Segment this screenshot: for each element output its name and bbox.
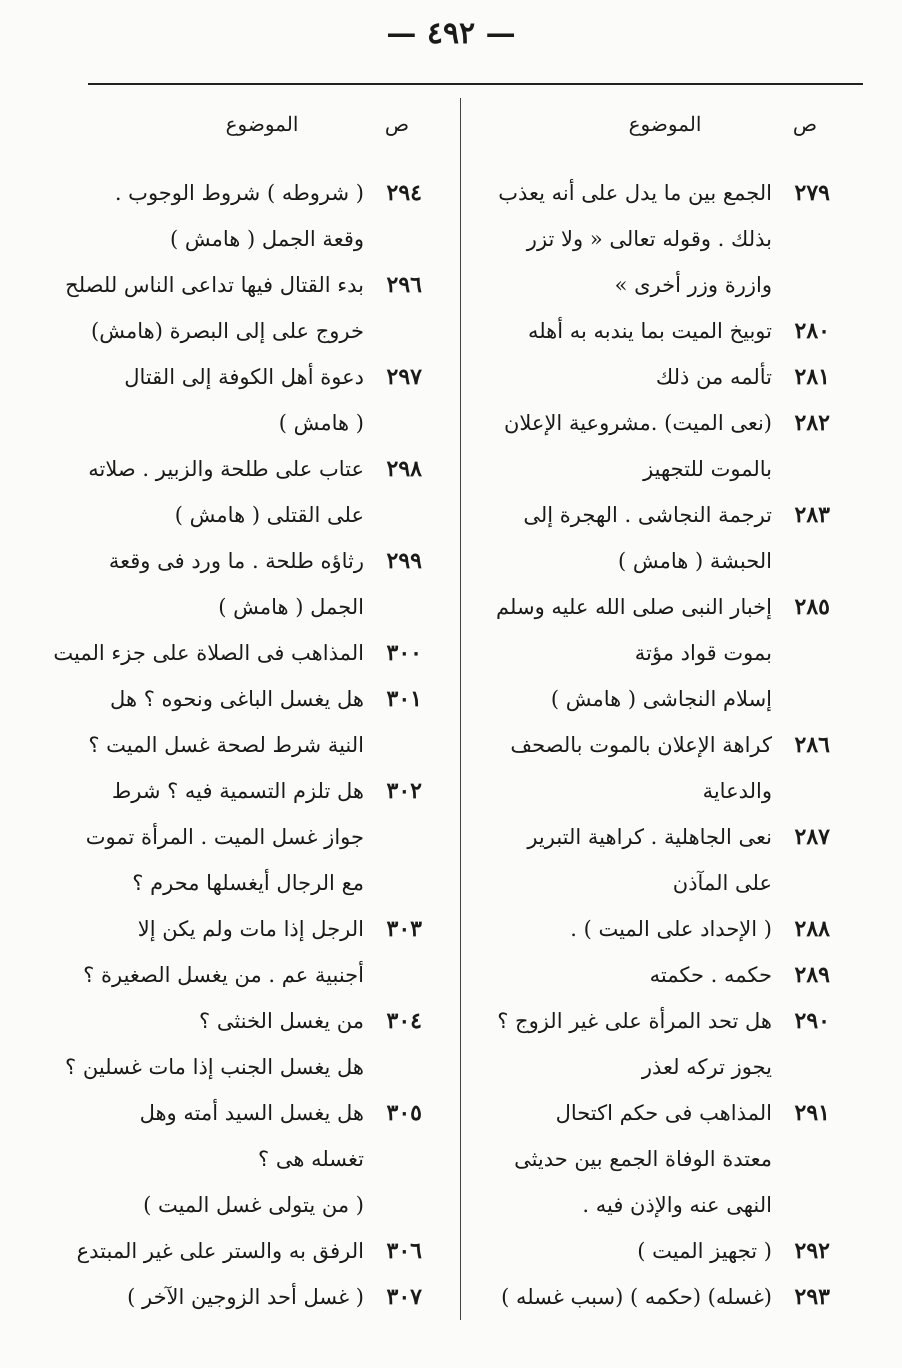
page-column-heading: ص	[384, 112, 410, 136]
entry-topic-line: الرفق به والستر على غير المبتدع	[76, 1239, 364, 1263]
entry-topic-line: الرجل إذا مات ولم يكن إلا	[137, 917, 364, 941]
index-entry	[76, 1228, 422, 1274]
entry-topic-line: والدعاية	[702, 779, 772, 803]
index-entry	[92, 538, 422, 630]
entry-topic-line: عتاب على طلحة والزبير . صلاته	[88, 457, 364, 481]
entry-topic-line: وقعة الجمل ( هامش )	[170, 227, 364, 251]
entry-page-number: ٣٠٢	[386, 778, 422, 804]
entry-topic-line: دعوة أهل الكوفة إلى القتال	[124, 365, 364, 389]
entry-topic	[490, 584, 772, 722]
index-entry	[490, 400, 830, 492]
entry-topic	[92, 1090, 364, 1228]
entry-topic	[490, 952, 772, 998]
entry-topic	[490, 308, 772, 354]
entry-topic	[77, 1228, 364, 1274]
entry-topic-line: المذاهب فى حكم اكتحال	[555, 1101, 772, 1125]
entry-page-number: ٣٠٣	[386, 916, 422, 942]
entry-page-number: ٢٩٦	[386, 272, 422, 298]
entry-page-number: ٣٠١	[386, 686, 422, 712]
left-column-header	[92, 112, 422, 170]
entry-topic-line: هل تلزم التسمية فيه ؟ شرط	[111, 779, 364, 803]
entry-topic	[490, 906, 772, 952]
entry-topic	[490, 998, 772, 1090]
entry-topic	[490, 1228, 772, 1274]
entry-topic-line: الحبشة ( هامش )	[617, 549, 772, 573]
entry-page-number: ٢٨٦	[794, 732, 830, 758]
entry-topic	[92, 1274, 364, 1320]
entry-topic-line: إخبار النبى صلى الله عليه وسلم	[496, 595, 772, 619]
page-number: — ٤٩٢ —	[386, 16, 516, 51]
index-entry	[92, 1090, 422, 1228]
entry-topic	[92, 538, 364, 630]
entry-topic-line: خروج على إلى البصرة (هامش)	[91, 319, 364, 343]
index-entry	[92, 1274, 422, 1320]
entry-topic-line: ( من يتولى غسل الميت )	[143, 1193, 364, 1217]
entry-topic	[490, 400, 772, 492]
entry-topic-line: الجمع بين ما يدل على أنه يعذب	[498, 181, 772, 205]
index-entry	[490, 308, 830, 354]
entry-topic-line: هل يغسل الباغى ونحوه ؟ هل	[110, 687, 364, 711]
right-entry-list	[490, 170, 830, 1320]
entry-topic-line: تألمه من ذلك	[655, 365, 772, 389]
entry-topic-line: بذلك . وقوله تعالى « ولا تزر	[526, 227, 772, 251]
entry-page-number: ٣٠٦	[386, 1238, 422, 1264]
entry-topic-line: إسلام النجاشى ( هامش )	[550, 687, 772, 711]
entry-topic-line: على القتلى ( هامش )	[174, 503, 364, 527]
index-entry	[490, 906, 830, 952]
entry-topic-line: حكمه . حكمته	[649, 963, 772, 987]
index-entry	[490, 354, 830, 400]
index-entry	[92, 170, 422, 262]
index-entry	[53, 630, 422, 676]
entry-page-number: ٢٩٢	[794, 1238, 830, 1264]
entry-topic-line: مع الرجال أيغسلها محرم ؟	[132, 871, 364, 895]
entry-topic-line: بدء القتال فيها تداعى الناس للصلح	[65, 273, 364, 297]
index-entry	[490, 492, 830, 584]
entry-page-number: ٢٨٩	[794, 962, 830, 988]
entry-topic-line: النية شرط لصحة غسل الميت ؟	[88, 733, 364, 757]
entry-topic-line: أجنبية عم . من يغسل الصغيرة ؟	[83, 963, 364, 987]
index-entry	[490, 1274, 830, 1320]
entry-page-number: ٢٩٩	[386, 548, 422, 574]
entry-page-number: ٢٩١	[794, 1100, 830, 1126]
entry-topic	[92, 170, 364, 262]
entry-topic-line: على المآذن	[672, 871, 772, 895]
index-entry	[65, 998, 422, 1090]
index-entry	[490, 170, 830, 308]
entry-topic	[83, 906, 364, 998]
entry-page-number: ٣٠٠	[386, 640, 422, 666]
entry-topic-line: ( شروطه ) شروط الوجوب .	[114, 181, 364, 205]
entry-topic-line: هل تحد المرأة على غير الزوج ؟	[497, 1009, 772, 1033]
index-entry	[83, 906, 422, 998]
entry-topic	[92, 354, 364, 446]
entry-page-number: ٢٩٣	[794, 1284, 830, 1310]
column-divider	[460, 98, 461, 1320]
entry-topic-line: رثاؤه طلحة . ما ورد فى وقعة	[108, 549, 364, 573]
entry-topic-line: ( الإحداد على الميت ) .	[570, 917, 772, 941]
entry-page-number: ٢٨١	[794, 364, 830, 390]
entry-page-number: ٣٠٤	[386, 1008, 422, 1034]
right-column-header	[490, 112, 830, 170]
entry-page-number: ٢٨٧	[794, 824, 830, 850]
entry-topic	[490, 814, 772, 906]
entry-topic-line: من يغسل الخنثى ؟	[199, 1009, 364, 1033]
entry-topic	[490, 354, 772, 400]
entry-topic-line: بموت قواد مؤتة	[634, 641, 772, 665]
index-entry	[490, 722, 830, 814]
left-entry-list	[53, 170, 422, 1320]
entry-page-number: ٣٠٧	[386, 1284, 422, 1310]
index-entry	[490, 1090, 830, 1228]
entry-topic-line: وازرة وزر أخرى »	[614, 273, 772, 297]
page-column-heading: ص	[792, 112, 818, 136]
entry-topic	[490, 1090, 772, 1228]
entry-topic-line: جواز غسل الميت . المرأة تموت	[85, 825, 364, 849]
entry-topic	[490, 1274, 772, 1320]
entry-topic-line: توبيخ الميت بما يندبه به أهله	[527, 319, 772, 343]
index-entry	[490, 952, 830, 998]
entry-topic	[490, 170, 772, 308]
entry-topic	[88, 446, 364, 538]
entry-page-number: ٢٨٣	[794, 502, 830, 528]
entry-topic-line: تغسله هى ؟	[258, 1147, 364, 1171]
entry-topic-line: ترجمة النجاشى . الهجرة إلى	[523, 503, 772, 527]
entry-topic-line: هل يغسل الجنب إذا مات غسلين ؟	[65, 1055, 364, 1079]
entry-topic	[86, 768, 364, 906]
right-column	[490, 112, 830, 1320]
entry-topic-line: هل يغسل السيد أمته وهل	[139, 1101, 364, 1125]
entry-page-number: ٢٨٨	[794, 916, 830, 942]
topic-column-heading: الموضوع	[225, 112, 299, 136]
entry-topic	[65, 262, 364, 354]
entry-page-number: ٣٠٥	[386, 1100, 422, 1126]
index-entry	[65, 262, 422, 354]
entry-topic-line: ( غسل أحد الزوجين الآخر )	[127, 1285, 364, 1309]
entry-topic	[65, 998, 364, 1090]
entry-topic-line: ( هامش )	[278, 411, 364, 435]
entry-page-number: ٢٩٠	[794, 1008, 830, 1034]
topic-column-heading: الموضوع	[628, 112, 702, 136]
index-entry	[85, 768, 422, 906]
entry-topic-line: النهى عنه والإذن فيه .	[582, 1193, 772, 1217]
left-column	[53, 112, 422, 1320]
entry-topic	[88, 676, 364, 768]
entry-page-number: ٢٨٢	[794, 410, 830, 436]
index-entry	[490, 1228, 830, 1274]
index-entry	[88, 446, 422, 538]
index-entry	[490, 584, 830, 722]
entry-page-number: ٢٩٤	[386, 180, 422, 206]
index-entry	[490, 814, 830, 906]
entry-topic-line: معتدة الوفاة الجمع بين حديثى	[514, 1147, 772, 1171]
entry-topic-line: نعى الجاهلية . كراهية التبرير	[527, 825, 772, 849]
entry-topic	[53, 630, 364, 676]
index-entry	[88, 676, 422, 768]
entry-topic-line: يجوز تركه لعذر	[641, 1055, 772, 1079]
index-entry	[92, 354, 422, 446]
entry-topic-line: كراهة الإعلان بالموت بالصحف	[510, 733, 772, 757]
entry-page-number: ٢٩٨	[386, 456, 422, 482]
top-rule	[88, 83, 863, 85]
entry-topic-line: (نعى الميت) .مشروعية الإعلان	[503, 411, 772, 435]
entry-topic	[490, 492, 772, 584]
entry-topic	[490, 722, 772, 814]
entry-topic-line: المذاهب فى الصلاة على جزء الميت	[53, 641, 364, 665]
entry-topic-line: الجمل ( هامش )	[218, 595, 364, 619]
entry-topic-line: (غسله) (حكمه ) (سبب غسله )	[501, 1285, 772, 1309]
entry-page-number: ٢٨٥	[794, 594, 830, 620]
entry-topic-line: بالموت للتجهيز	[643, 457, 772, 481]
entry-page-number: ٢٧٩	[794, 180, 830, 206]
entry-page-number: ٢٨٠	[794, 318, 830, 344]
entry-page-number: ٢٩٧	[386, 364, 422, 390]
entry-topic-line: ( تجهيز الميت )	[637, 1239, 772, 1263]
index-entry	[490, 998, 830, 1090]
